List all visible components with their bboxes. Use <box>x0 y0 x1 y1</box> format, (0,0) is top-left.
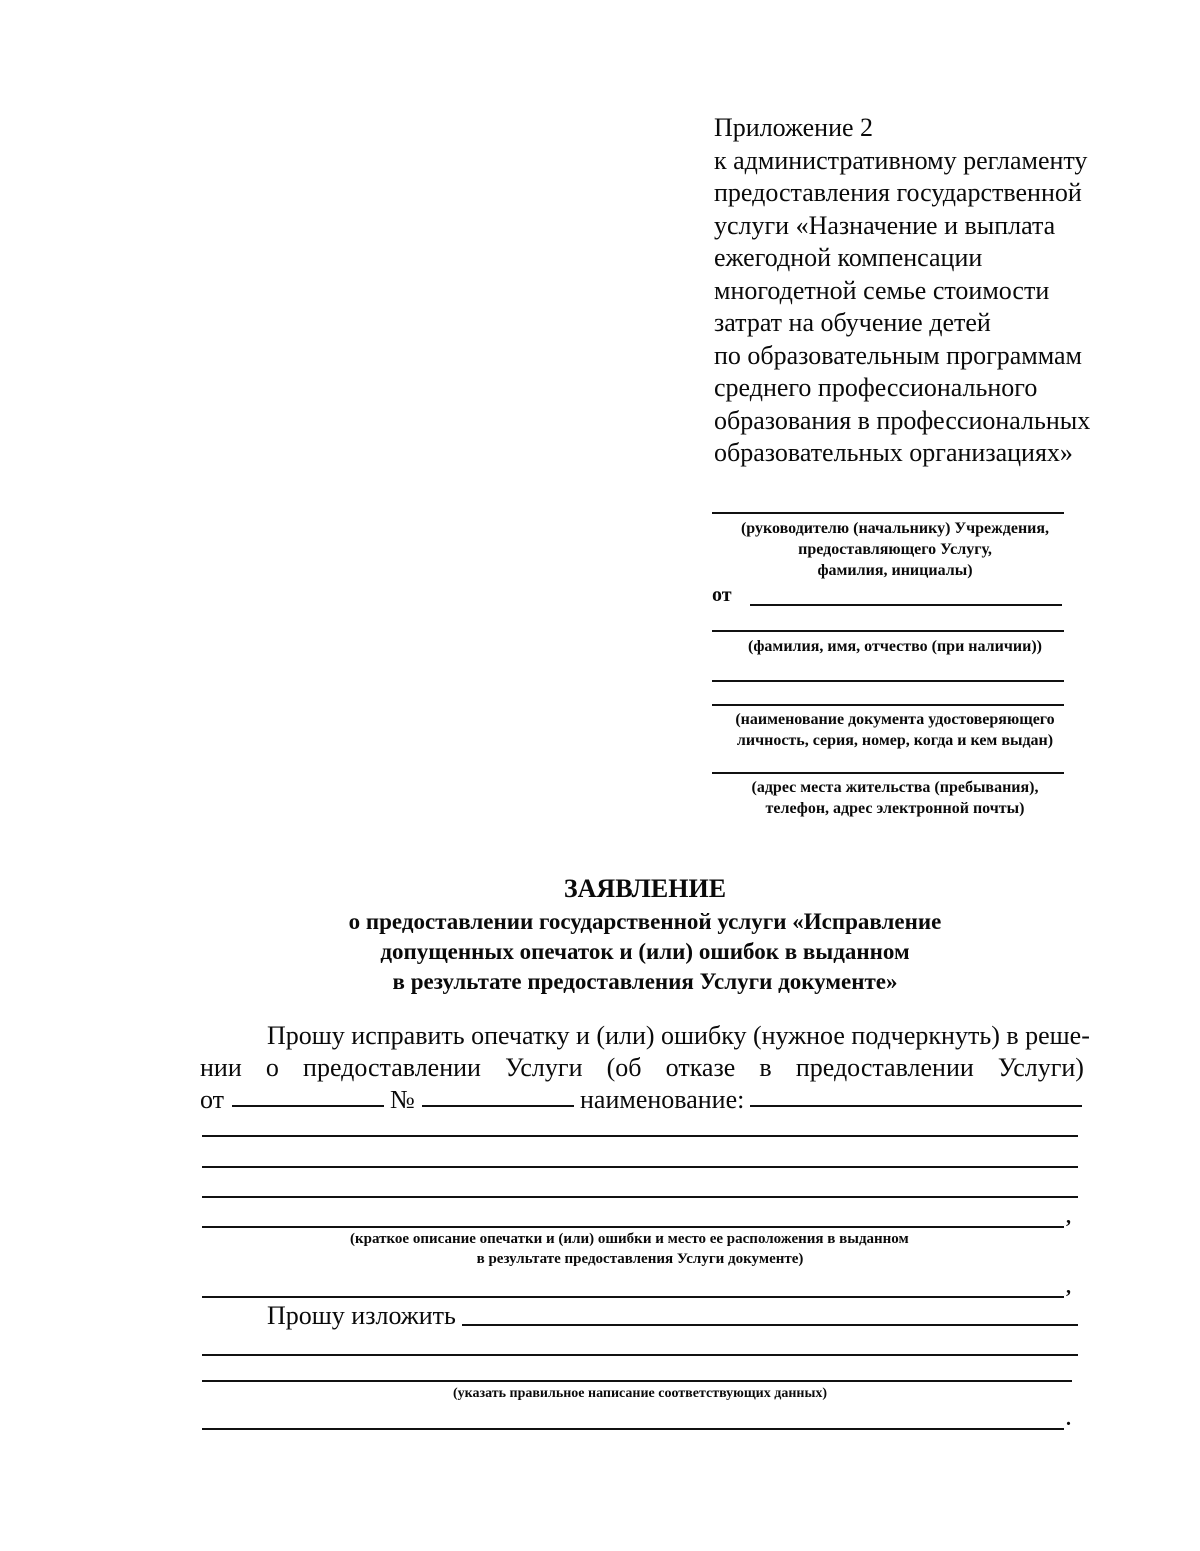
error-description-line-1[interactable] <box>202 1135 1078 1137</box>
address-caption <box>700 777 1090 819</box>
word: предоставлении <box>795 1053 974 1082</box>
applicant-name-line[interactable] <box>712 630 1064 632</box>
annex-header <box>714 112 1114 470</box>
word: Услуги) <box>997 1053 1084 1082</box>
identity-doc-line-2[interactable] <box>712 704 1064 706</box>
annex-line: к административному регламенту <box>714 145 1088 175</box>
caption-line: в результате предоставления Услуги документе) <box>476 1251 804 1267</box>
identity-doc-line-1[interactable] <box>712 680 1064 682</box>
annex-line: среднего профессионального <box>714 373 1038 402</box>
caption-line: личность, серия, номер, когда и кем выдан) <box>736 732 1054 749</box>
identity-doc-caption <box>700 709 1090 751</box>
annex-line: предоставления государственной <box>714 178 1082 207</box>
annex-line: затрат на обучение детей <box>714 308 991 337</box>
correct-value-line-3[interactable] <box>202 1380 1072 1382</box>
addressee-from-label: от <box>712 584 732 606</box>
word: Услуги <box>505 1053 583 1082</box>
comma: , <box>1066 1276 1071 1298</box>
date-label: от <box>200 1085 225 1114</box>
error-description-line-4[interactable] <box>202 1226 1064 1228</box>
addressee-head-line <box>712 512 1064 514</box>
applicant-name-caption: (фамилия, имя, отчество (при наличии)) <box>748 638 1042 655</box>
date-field[interactable] <box>232 1105 384 1107</box>
number-field[interactable] <box>422 1105 574 1107</box>
addressee-from-field[interactable] <box>750 604 1062 606</box>
correct-value-line-4[interactable] <box>202 1428 1064 1430</box>
document-title: ЗАЯВЛЕНИЕ <box>563 874 727 903</box>
error-description-line-2[interactable] <box>202 1166 1078 1168</box>
number-label: № <box>390 1085 415 1114</box>
request-line-1: Прошу исправить опечатку и (или) ошибку (нужное подчеркнуть) в реше- <box>267 1021 1090 1050</box>
annex-line: многодетной семье стоимости <box>714 275 1050 305</box>
subtitle-line: допущенных опечаток и (или) ошибок в выданном <box>380 939 910 964</box>
error-description-line-5[interactable] <box>202 1296 1064 1298</box>
annex-line: по образовательным программам <box>714 340 1083 370</box>
word: (об <box>606 1053 642 1082</box>
caption-line: (краткое описание опечатки и (или) ошибки и место ее расположения в выданном <box>350 1231 909 1247</box>
annex-line: Приложение 2 <box>714 113 874 142</box>
correct-value-line-2[interactable] <box>202 1354 1078 1356</box>
name-field[interactable] <box>750 1105 1082 1107</box>
word: о <box>265 1053 279 1082</box>
word: предоставлении <box>303 1053 481 1082</box>
request-line-2 <box>200 1052 1084 1084</box>
word: нии <box>200 1053 242 1082</box>
correct-value-caption: (указать правильное написание соответствующих данных) <box>452 1386 828 1401</box>
word: в <box>759 1053 772 1082</box>
annex-line: образования в профессиональных <box>714 405 1091 435</box>
caption-line: предоставляющего Услугу, <box>798 541 992 558</box>
name-label: наименование: <box>580 1085 745 1114</box>
period: . <box>1066 1408 1071 1430</box>
annex-line: образовательных организациях» <box>714 438 1073 467</box>
document-subtitle <box>0 907 1200 997</box>
error-description-caption <box>200 1229 1080 1269</box>
addressee-head-caption <box>700 518 1090 581</box>
subtitle-line: о предоставлении государственной услуги «Исправление <box>348 909 942 934</box>
address-line[interactable] <box>712 772 1064 774</box>
correct-value-line-1[interactable] <box>462 1324 1078 1326</box>
state-label: Прошу изложить <box>267 1301 456 1330</box>
caption-line: (наименование документа удостоверяющего <box>735 711 1055 728</box>
word: отказе <box>665 1053 736 1082</box>
error-description-line-3[interactable] <box>202 1196 1078 1198</box>
annex-line: ежегодной компенсации <box>714 243 983 272</box>
comma: , <box>1066 1206 1071 1228</box>
subtitle-line: в результате предоставления Услуги документе» <box>392 969 898 994</box>
caption-line: (адрес места жительства (пребывания), <box>751 779 1039 796</box>
caption-line: телефон, адрес электронной почты) <box>765 800 1025 817</box>
caption-line: фамилия, инициалы) <box>817 562 973 579</box>
annex-line: услуги «Назначение и выплата <box>714 210 1056 240</box>
caption-line: (руководителю (начальнику) Учреждения, <box>740 520 1050 537</box>
